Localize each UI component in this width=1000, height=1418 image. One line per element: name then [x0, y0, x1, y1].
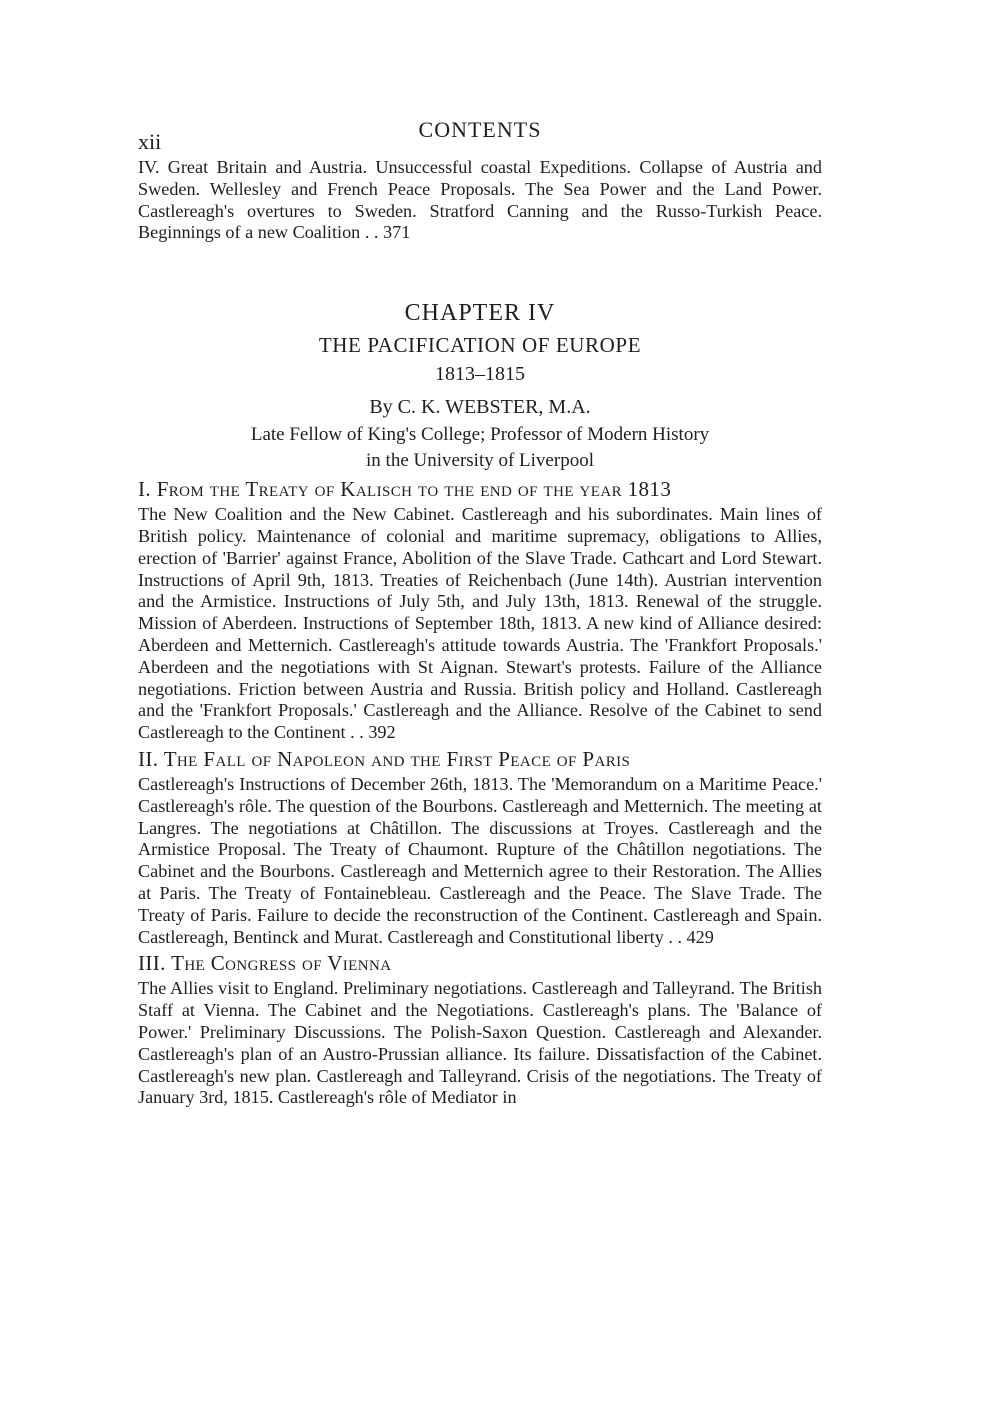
chapter-title: THE PACIFICATION OF EUROPE [318, 333, 642, 358]
section-heading-2: II. The Fall of Napoleon and the First Peace of Paris [138, 746, 631, 771]
section-text: The New Coalition and the New Cabinet. Castlereagh and his subordinates. Main lines of British policy. Maintenance of colonial and maritime supremacy, obligations to Allies, erection of 'Barrier' against France, Abolition of the Slave Trade. Cathcart and Lord Stewart. Instructions of April 9th, 1813. Treaties of Reichenbach (June 14th). Austrian intervention and the Armistice. Instructions of July 5th, and July 13th, 1813. Renewal of the struggle. Mission of Aberdeen. Instructions of September 18th, 1813. A new kind of Alliance desired: Aberdeen and Metternich. Castlereagh's attitude towards Austria. The 'Frankfort Proposals.' Aberdeen and the negotiations with St Aignan. Stewart's protests. Failure of the Alliance negotiations. Friction between Austria and Russia. British policy and Holland. Castlereagh and the 'Frankfort Proposals.' Castlereagh and the Alliance. Resolve of the Cabinet to send Castlereagh to the Continent [138, 504, 822, 743]
section-summary-3 [138, 978, 822, 1109]
section-page-ref: . . 429 [668, 926, 714, 947]
chapter-dates: 1813–1815 [435, 363, 525, 386]
section-summary-2 [138, 774, 822, 948]
page-header [138, 115, 822, 154]
page-number: xii [138, 129, 162, 154]
entry-text: IV. Great Britain and Austria. Unsuccessful coastal Expeditions. Collapse of Austria and Sweden. Wellesley and French Peace Proposals. The Sea Power and the Land Power. Castlereagh's overtures to Sweden. Stratford Canning and the Russo-Turkish Peace. Beginnings of a new Coalition [138, 157, 822, 243]
section-summary-1 [138, 504, 822, 744]
chapter-label: CHAPTER IV [404, 300, 556, 327]
chapter-author: By C. K. WEBSTER, M.A. [369, 396, 591, 419]
running-head: CONTENTS [418, 117, 542, 142]
section-page-ref: . . 392 [350, 722, 396, 743]
chapter-heading [138, 296, 822, 474]
section-text: The Allies visit to England. Preliminary negotiations. Castlereagh and Talleyrand. The British Staff at Vienna. The Cabinet and the Negotiations. Castlereagh's plans. The 'Balance of Power.' Preliminary Discussions. The Polish-Saxon Question. Castlereagh and Alexander. Castlereagh's plan of an Austro-Prussian alliance. Its failure. Dissatisfaction of the Cabinet. Castlereagh's new plan. Castlereagh and Talleyrand. Crisis of the negotiations. The Treaty of January 3rd, 1815. Castlereagh's rôle of Mediator in [138, 978, 822, 1108]
section-heading-3: III. The Congress of Vienna [138, 951, 392, 976]
contents-entry-iv [138, 157, 822, 244]
author-affiliation-line-2: in the University of Liverpool [366, 450, 594, 472]
book-page [138, 115, 822, 1109]
section-heading-1: I. From the Treaty of Kalisch to the end of the year 1813 [138, 477, 672, 502]
entry-page-ref: . . 371 [364, 222, 411, 243]
section-text: Castlereagh's Instructions of December 26th, 1813. The 'Memorandum on a Maritime Peace.' Castlereagh's rôle. The question of the Bourbons. Castlereagh and Metternich. The meeting at Langres. The negotiations at Châtillon. The discussions at Troyes. Castlereagh and the Armistice Proposal. The Treaty of Chaumont. Rupture of the Châtillon negotiations. The Cabinet and the Bourbons. Castlereagh and Metternich agree to their Restoration. The Allies at Paris. The Treaty of Fontainebleau. Castlereagh and the Peace. The Slave Trade. The Treaty of Paris. Failure to decide the reconstruction of the Continent. Castlereagh and Spain. Castlereagh, Bentinck and Murat. Castlereagh and Constitutional liberty [138, 773, 822, 947]
author-affiliation-line-1: Late Fellow of King's College; Professor of Modern History [250, 424, 710, 446]
